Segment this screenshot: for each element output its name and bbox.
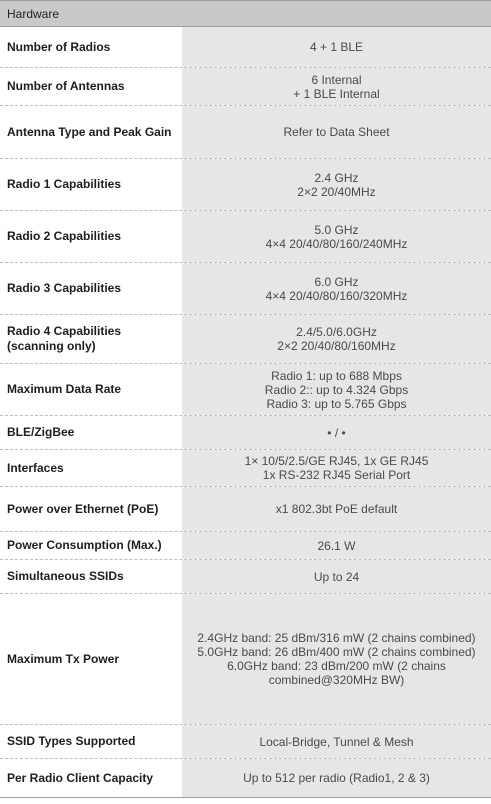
value-line: 4 + 1 BLE [309, 40, 364, 54]
row-value [182, 364, 491, 415]
row-value [182, 759, 491, 797]
table-row [0, 532, 491, 560]
row-value [182, 211, 491, 262]
value-line: 4×4 20/40/80/160/320MHz [265, 288, 408, 303]
value-line: 1× 10/5/2.5/GE RJ45, 1x GE RJ45 [244, 454, 429, 468]
value-line: 6.0 GHz [314, 274, 359, 289]
row-value [182, 532, 491, 559]
value-line: 2.4GHz band: 25 dBm/316 mW (2 chains combined) [197, 631, 476, 645]
row-label: BLE/ZigBee [0, 416, 182, 449]
table-row [0, 364, 491, 416]
value-line: Up to 24 [313, 569, 360, 584]
row-label: Radio 3 Capabilities [0, 263, 182, 314]
row-label: Maximum Data Rate [0, 364, 182, 415]
table-row [0, 263, 491, 315]
row-label: Number of Antennas [0, 68, 182, 105]
table-row [0, 27, 491, 68]
spec-rows [0, 27, 491, 798]
row-label: Radio 4 Capabilities (scanning only) [0, 315, 182, 363]
value-line: + 1 BLE Internal [293, 86, 380, 101]
row-value [182, 68, 491, 105]
row-value [182, 106, 491, 158]
table-row [0, 315, 491, 364]
value-line: • / • [327, 425, 346, 440]
value-line: Local-Bridge, Tunnel & Mesh [259, 734, 414, 749]
row-value [182, 315, 491, 363]
value-line: 6.0GHz band: 23 dBm/200 mW (2 chains [227, 659, 446, 673]
row-value [182, 27, 491, 67]
value-line: 2.4 GHz [314, 170, 359, 185]
table-row [0, 68, 491, 106]
row-label: Power Consumption (Max.) [0, 532, 182, 559]
value-line: 26.1 W [317, 538, 356, 553]
value-line: 6 Internal [311, 72, 362, 87]
table-row [0, 450, 491, 487]
value-line: Radio 1: up to 688 Mbps [271, 368, 402, 383]
value-line: Up to 512 per radio (Radio1, 2 & 3) [243, 771, 430, 785]
row-value [182, 725, 491, 758]
table-row [0, 487, 491, 532]
row-label: Radio 2 Capabilities [0, 211, 182, 262]
value-line: Radio 3: up to 5.765 Gbps [266, 396, 407, 411]
table-row [0, 159, 491, 211]
value-line: 1x RS-232 RJ45 Serial Port [262, 468, 411, 482]
row-label: Antenna Type and Peak Gain [0, 106, 182, 158]
value-line: Refer to Data Sheet [283, 125, 390, 139]
row-label: Power over Ethernet (PoE) [0, 487, 182, 531]
row-value [182, 159, 491, 210]
value-line: 5.0GHz band: 26 dBm/400 mW (2 chains combined) [197, 645, 476, 659]
row-label: Number of Radios [0, 27, 182, 67]
value-line: x1 802.3bt PoE default [275, 502, 398, 516]
row-label: Simultaneous SSIDs [0, 560, 182, 593]
row-label: Radio 1 Capabilities [0, 159, 182, 210]
table-row [0, 725, 491, 759]
table-row [0, 106, 491, 159]
row-label: Maximum Tx Power [0, 594, 182, 724]
table-row [0, 759, 491, 798]
row-label: SSID Types Supported [0, 725, 182, 758]
value-line: combined@320MHz BW) [268, 673, 405, 687]
value-line: Radio 2:: up to 4.324 Gbps [264, 382, 409, 397]
table-row [0, 560, 491, 594]
value-line: 5.0 GHz [314, 222, 359, 237]
table-row [0, 594, 491, 725]
row-label: Interfaces [0, 450, 182, 486]
row-value [182, 487, 491, 531]
table-row [0, 211, 491, 263]
row-value [182, 560, 491, 593]
value-line: 2.4/5.0/6.0GHz [296, 325, 377, 339]
section-header [0, 0, 491, 27]
row-value [182, 416, 491, 449]
row-value [182, 594, 491, 724]
value-line: 4×4 20/40/80/160/240MHz [265, 236, 408, 251]
row-value [182, 263, 491, 314]
row-label: Per Radio Client Capacity [0, 759, 182, 797]
section-title: Hardware [7, 6, 60, 21]
table-row [0, 416, 491, 450]
row-value [182, 450, 491, 486]
value-line: 2×2 20/40/80/160MHz [277, 339, 396, 353]
value-line: 2×2 20/40MHz [297, 184, 376, 199]
